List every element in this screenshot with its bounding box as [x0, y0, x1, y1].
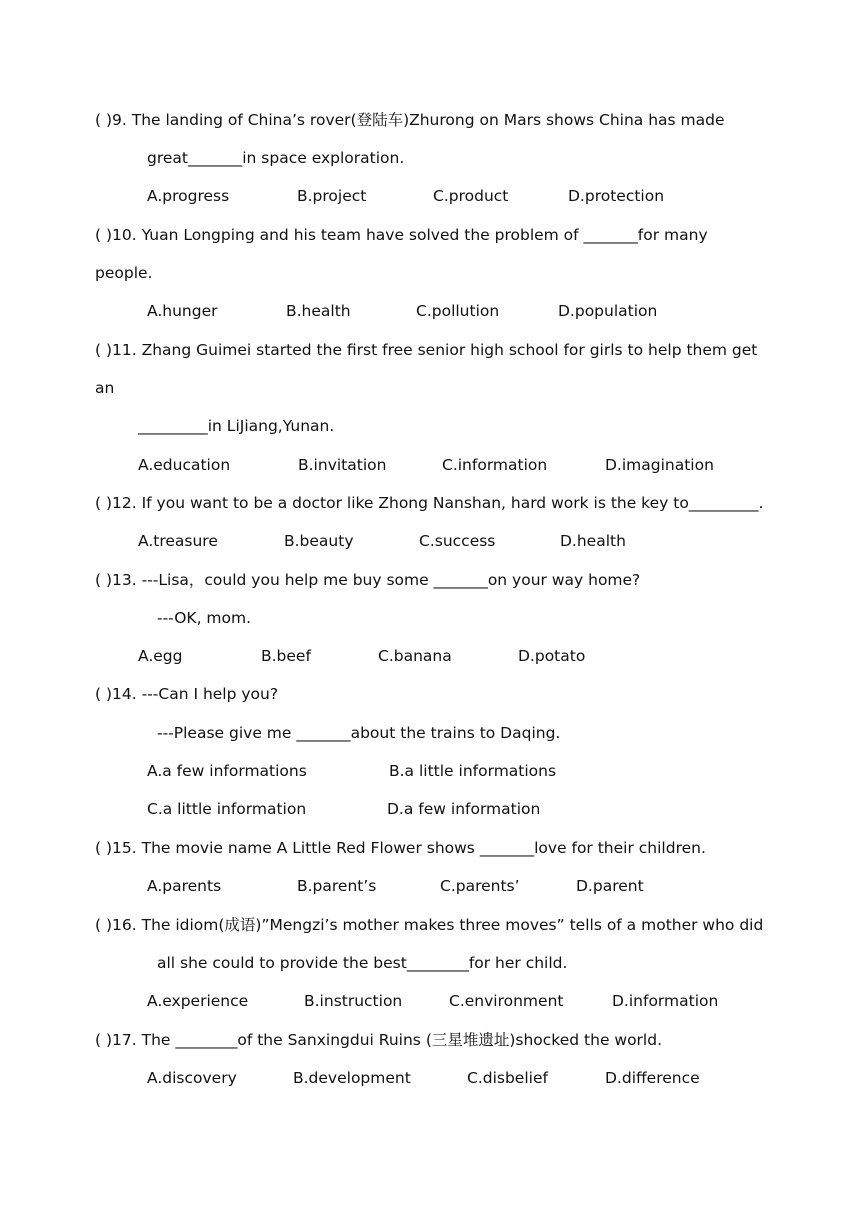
question-14-option-c: C.a little information	[147, 800, 307, 818]
question-9-line-2: great_______in space exploration.	[147, 149, 405, 167]
question-16-option-a: A.experience	[147, 992, 249, 1010]
question-11-option-a: A.education	[138, 456, 231, 474]
question-13-option-c: C.banana	[378, 647, 452, 665]
question-17-option-a: A.discovery	[147, 1069, 237, 1087]
question-11-line-2: an	[95, 379, 115, 397]
question-9-line-1: ( )9. The landing of China’s rover(登陆车)Zhurong on Mars shows China has made	[95, 111, 725, 129]
question-17-line-1: ( )17. The ________of the Sanxingdui Ruins (三星堆遗址)shocked the world.	[95, 1031, 663, 1049]
question-14-option-b: B.a little informations	[389, 762, 557, 780]
question-10-option-d: D.population	[558, 302, 658, 320]
question-17-option-d: D.difference	[605, 1069, 700, 1087]
question-16-option-d: D.information	[612, 992, 719, 1010]
question-17-option-b: B.development	[293, 1069, 411, 1087]
question-12-option-d: D.health	[560, 532, 626, 550]
question-15-line-1: ( )15. The movie name A Little Red Flower shows _______love for their children.	[95, 839, 706, 857]
question-9-option-d: D.protection	[568, 187, 665, 205]
question-15-option-d: D.parent	[576, 877, 644, 895]
question-17-option-c: C.disbelief	[467, 1069, 548, 1087]
question-9-option-b: B.project	[297, 187, 367, 205]
question-13-line-2: ---OK, mom.	[157, 609, 252, 627]
question-14-line-2: ---Please give me _______about the trains to Daqing.	[157, 724, 561, 742]
question-10-line-2: people.	[95, 264, 153, 282]
question-10-option-b: B.health	[286, 302, 351, 320]
question-9-option-a: A.progress	[147, 187, 230, 205]
question-15-option-b: B.parent’s	[297, 877, 377, 895]
question-13-option-a: A.egg	[138, 647, 183, 665]
question-11-line-1: ( )11. Zhang Guimei started the first free senior high school for girls to help them get	[95, 341, 758, 359]
question-13-option-b: B.beef	[261, 647, 311, 665]
question-13-line-1: ( )13. ---Lisa，could you help me buy some _______on your way home?	[95, 571, 641, 589]
question-14-option-d: D.a few information	[387, 800, 541, 818]
question-11-line-3: _________in LiJiang,Yunan.	[138, 417, 335, 435]
question-10-option-c: C.pollution	[416, 302, 500, 320]
question-10-line-1: ( )10. Yuan Longping and his team have solved the problem of _______for many	[95, 226, 708, 244]
question-11-option-c: C.information	[442, 456, 548, 474]
question-16-line-2: all she could to provide the best________for her child.	[157, 954, 568, 972]
question-16-line-1: ( )16. The idiom(成语)”Mengzi’s mother makes three moves” tells of a mother who did	[95, 916, 764, 934]
question-16-option-c: C.environment	[449, 992, 564, 1010]
question-11-option-d: D.imagination	[605, 456, 714, 474]
question-14-line-1: ( )14. ---Can I help you?	[95, 685, 279, 703]
question-12-line-1: ( )12. If you want to be a doctor like Zhong Nanshan, hard work is the key to_________.	[95, 494, 764, 512]
question-12-option-a: A.treasure	[138, 532, 218, 550]
question-15-option-a: A.parents	[147, 877, 222, 895]
question-12-option-b: B.beauty	[284, 532, 354, 550]
question-11-option-b: B.invitation	[298, 456, 387, 474]
question-14-option-a: A.a few informations	[147, 762, 307, 780]
question-13-option-d: D.potato	[518, 647, 586, 665]
question-10-option-a: A.hunger	[147, 302, 218, 320]
question-9-option-c: C.product	[433, 187, 509, 205]
question-12-option-c: C.success	[419, 532, 496, 550]
question-15-option-c: C.parents’	[440, 877, 520, 895]
question-16-option-b: B.instruction	[304, 992, 403, 1010]
